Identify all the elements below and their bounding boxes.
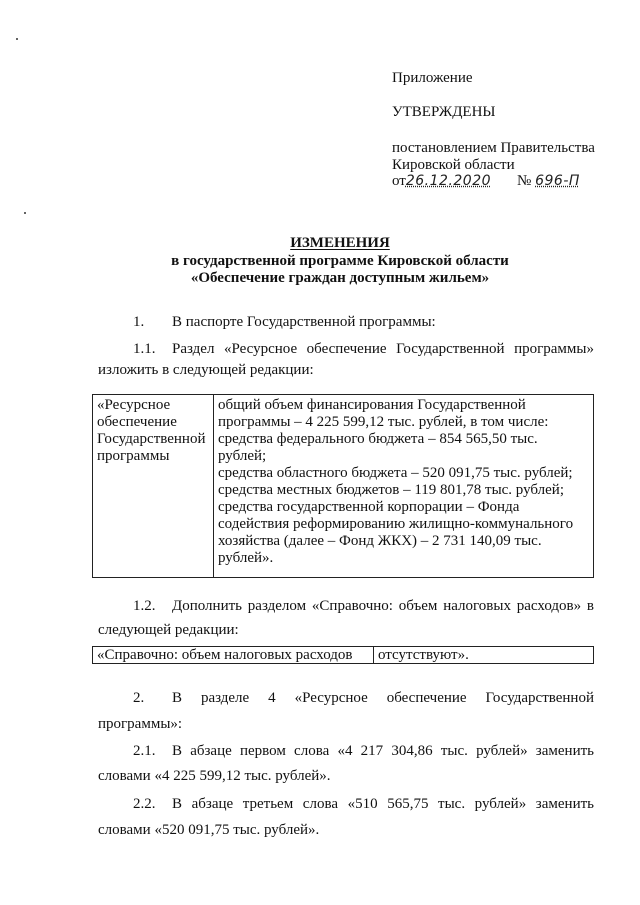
appendix-label: Приложение — [392, 70, 473, 86]
cell-line: программы — [97, 448, 170, 464]
item-2-1-number: 2.1. — [133, 743, 156, 759]
scan-speck — [24, 212, 26, 214]
item-1-1-line-2: изложить в следующей редакции: — [98, 362, 314, 378]
tax-table-label-cell: «Справочно: объем налоговых расходов — [93, 647, 374, 664]
doc-title: ИЗМЕНЕНИЯ — [290, 235, 390, 251]
decree-line-2: Кировской области — [392, 157, 515, 173]
item-2-number: 2. — [133, 690, 145, 706]
cell-line: общий объем финансирования Государственной — [218, 397, 526, 413]
item-2-line-1: В разделе 4 «Ресурсное обеспечение Государственной — [172, 690, 594, 706]
doc-subtitle-1: в государственной программе Кировской области — [171, 253, 509, 269]
scan-speck — [16, 38, 18, 40]
tax-expenses-table — [92, 646, 594, 664]
cell-line: средства местных бюджетов – 119 801,78 тыс. рублей; — [218, 482, 565, 498]
tax-table-value-cell: отсутствуют». — [374, 647, 594, 664]
item-1-number: 1. — [133, 314, 145, 330]
doc-subtitle-2: «Обеспечение граждан доступным жильем» — [190, 270, 490, 286]
cell-line: программы – 4 225 599,12 тыс. рублей, в том числе: — [218, 414, 549, 430]
cell-line: обеспечение — [97, 414, 177, 430]
approved-label: УТВЕРЖДЕНЫ — [392, 104, 496, 120]
resource-table-value-cell — [214, 395, 594, 578]
cell-line: содействия реформированию жилищно-коммунального — [218, 516, 574, 532]
item-1-2-number: 1.2. — [133, 598, 156, 614]
item-2-1-line-2: словами «4 225 599,12 тыс. рублей». — [98, 768, 331, 784]
item-2-2-line-1: В абзаце третьем слова «510 565,75 тыс. рублей» заменить — [172, 796, 594, 812]
cell-line: хозяйства (далее – Фонд ЖКХ) – 2 731 140,09 тыс. — [218, 533, 542, 549]
item-1-text: В паспорте Государственной программы: — [172, 314, 436, 330]
handwritten-date: 26.12.2020 — [405, 173, 492, 189]
cell-line: «Ресурсное — [97, 397, 171, 413]
decree-line-1: постановлением Правительства — [392, 140, 595, 156]
resource-table-label-cell — [93, 395, 214, 578]
date-prefix: от — [392, 173, 406, 189]
decree-date-line — [392, 173, 586, 190]
cell-line: рублей; — [218, 448, 267, 464]
item-1-1-number: 1.1. — [133, 341, 156, 357]
item-2-2-number: 2.2. — [133, 796, 156, 812]
cell-line: Государственной — [97, 431, 206, 447]
item-2-line-2: программы»: — [98, 716, 183, 732]
item-1-1-line-1: Раздел «Ресурсное обеспечение Государственной программы» — [172, 341, 594, 357]
item-2-1-line-1: В абзаце первом слова «4 217 304,86 тыс. рублей» заменить — [172, 743, 594, 759]
resource-table — [92, 394, 594, 578]
cell-line: средства федерального бюджета – 854 565,50 тыс. — [218, 431, 538, 447]
cell-line: средства областного бюджета – 520 091,75 тыс. рублей; — [218, 465, 573, 481]
cell-line: средства государственной корпорации – Фонда — [218, 499, 520, 515]
item-1-2-line-1: Дополнить разделом «Справочно: объем налоговых расходов» в — [172, 598, 594, 614]
item-1-2-line-2: следующей редакции: — [98, 622, 239, 638]
handwritten-number: 696-П — [535, 173, 580, 189]
cell-line: рублей». — [218, 550, 274, 566]
table-row — [93, 647, 594, 664]
table-row — [93, 395, 594, 578]
number-prefix: № — [517, 173, 532, 189]
item-2-2-line-2: словами «520 091,75 тыс. рублей». — [98, 822, 320, 838]
